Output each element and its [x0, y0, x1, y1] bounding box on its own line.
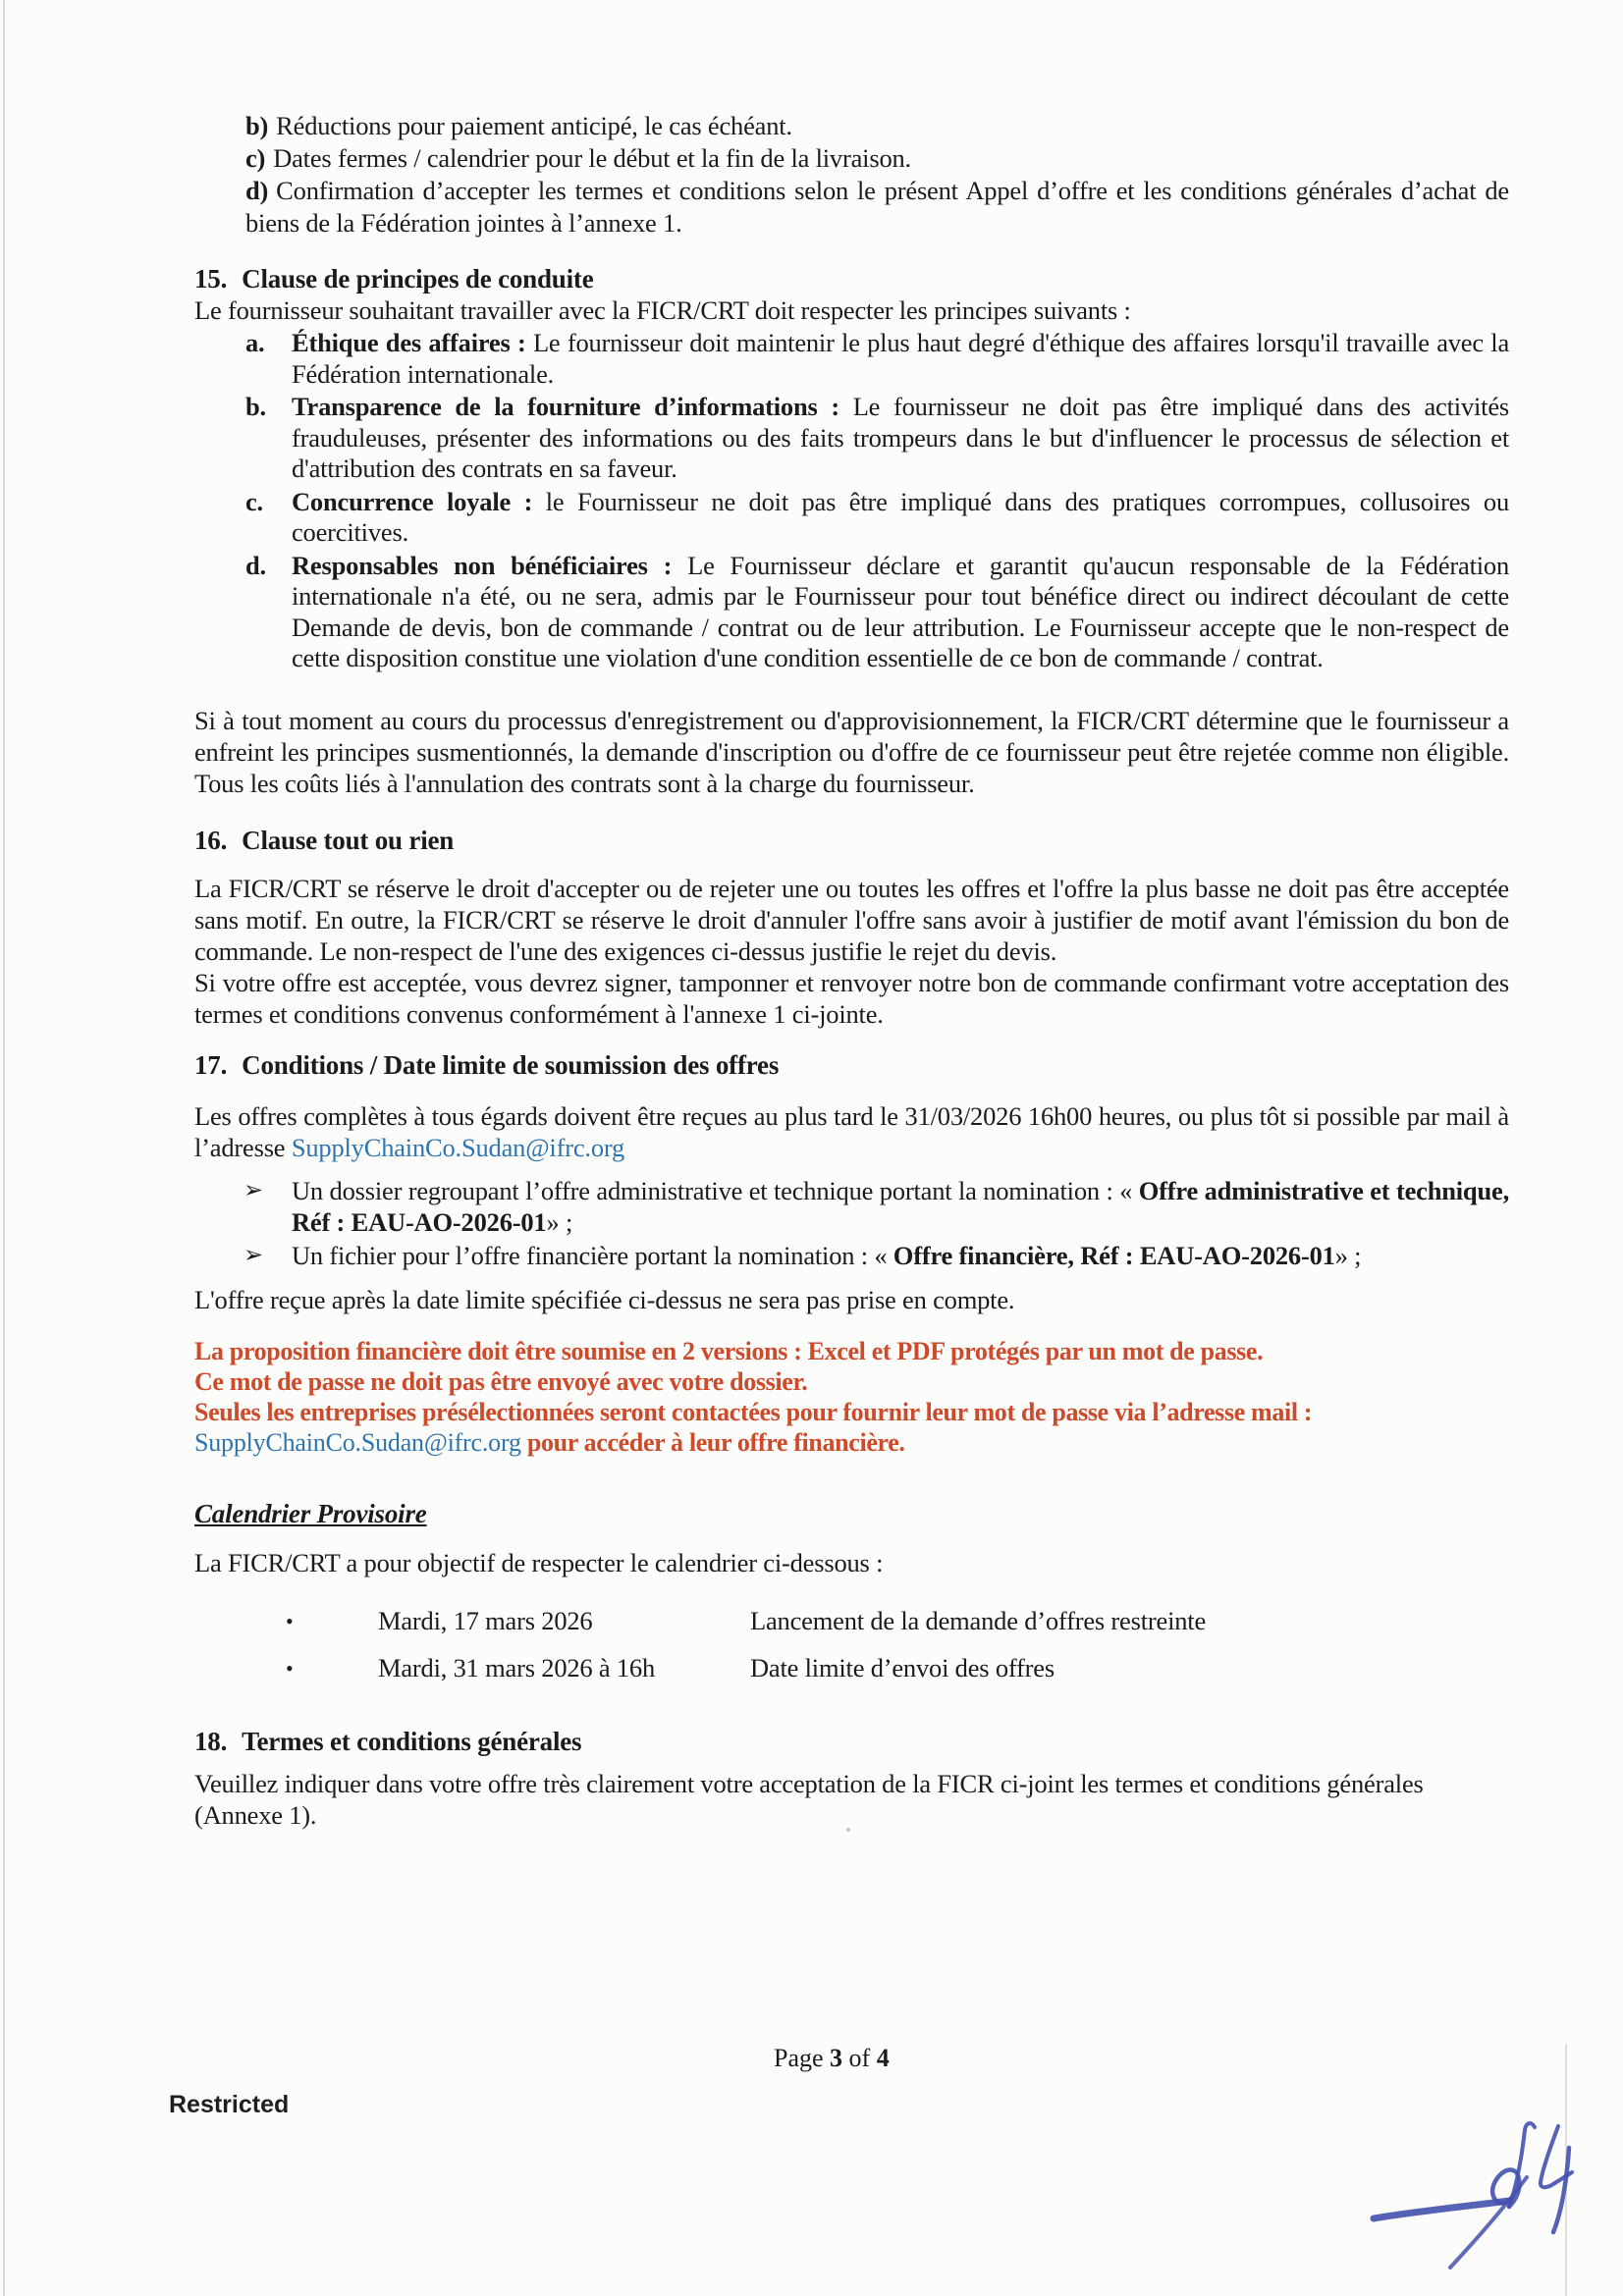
list-marker: a.: [245, 328, 265, 357]
calendar-rows: [194, 1605, 1509, 1684]
password-note-line-3: Seules les entreprises présélectionnées seront contactées pour fournir leur mot de passe via l’adresse mail :: [194, 1397, 1313, 1426]
transparency-item: [194, 392, 1509, 485]
section-16-heading: [194, 825, 1509, 856]
section-18-heading: [194, 1726, 1509, 1757]
section-15-heading: [194, 263, 1509, 294]
offer-bullet-ref: Offre financière, Réf : EAU-AO-2026-01: [893, 1240, 1335, 1270]
list-marker: d): [245, 176, 269, 205]
fair-competition-item: [194, 487, 1509, 549]
heading-number: 16.: [194, 825, 228, 855]
offer-bullet-text: Un dossier regroupant l’offre administrative et technique portant la nomination : «: [292, 1175, 1139, 1205]
heading-number: 18.: [194, 1726, 228, 1756]
password-note-line-2: Ce mot de passe ne doit pas être envoyé avec votre dossier.: [194, 1366, 808, 1396]
principle-term: Éthique des affaires :: [292, 328, 526, 357]
late-offer-note: L'offre reçue après la date limite spécifiée ci-dessus ne sera pas prise en compte.: [194, 1284, 1015, 1314]
page-total-value: 4: [876, 2044, 890, 2072]
page-word: Page: [774, 2044, 831, 2072]
arrow-bullet-icon: ➢: [243, 1242, 263, 1268]
offer-bullet-tail: » ;: [546, 1206, 573, 1237]
all-or-nothing-paragraph-1: La FICR/CRT se réserve le droit d'accepter ou de rejeter une ou toutes les offres et l'offre la plus basse ne doit pas être acceptée sans motif. En outre, la FICR/CRT se réserve le droit d'annuler l'offre sans avoir à justifier de motif avant l'émission du bon de commande. Le non-respect de l'une des exigences ci-dessus justifie le rejet du devis.: [194, 873, 1509, 966]
list-marker: d.: [245, 550, 266, 580]
calendar-date: Mardi, 17 mars 2026: [378, 1605, 593, 1635]
offer-bullet-text: Un fichier pour l’offre financière portant la nomination : «: [292, 1240, 893, 1270]
conduct-principles-list: [194, 328, 1509, 674]
list-item-text: Confirmation d’accepter les termes et conditions selon le présent Appel d’offre et les conditions générales d’achat de biens de la Fédération jointes à l’annexe 1.: [245, 176, 1509, 238]
principle-term: Concurrence loyale :: [292, 486, 533, 516]
list-item-text: Dates fermes / calendrier pour le début et la fin de la livraison.: [273, 143, 911, 173]
list-item-c: [245, 142, 1509, 175]
supply-chain-email-link-2[interactable]: SupplyChainCo.Sudan@ifrc.org: [194, 1427, 521, 1457]
scan-edge-line-left: [3, 0, 5, 2296]
principle-text: Le fournisseur doit maintenir le plus haut degré d'éthique des affaires lorsqu'il travaille avec la Fédération internationale.: [292, 328, 1510, 389]
calendar-event: Lancement de la demande d’offres restreinte: [750, 1605, 1207, 1635]
list-marker: b.: [245, 392, 266, 421]
page-number-value: 3: [830, 2044, 843, 2072]
calendar-intro: La FICR/CRT a pour objectif de respecter le calendrier ci-dessous :: [194, 1547, 884, 1577]
calendar-row: [194, 1605, 1509, 1637]
calendar-row: [194, 1652, 1509, 1684]
offer-bullet-tail: » ;: [1334, 1240, 1362, 1270]
password-note-line-1: La proposition financière doit être soumise en 2 versions : Excel et PDF protégés par un mot de passe.: [194, 1336, 1264, 1365]
conduct-intro: Le fournisseur souhaitant travailler avec la FICR/CRT doit respecter les principes suivants :: [194, 295, 1131, 325]
list-item-d: [245, 175, 1509, 240]
list-item-text: Réductions pour paiement anticipé, le cas échéant.: [276, 111, 792, 140]
heading-text: Termes et conditions générales: [242, 1726, 582, 1756]
arrow-bullet-icon: ➢: [243, 1177, 263, 1203]
offer-bullet-financial: [194, 1240, 1509, 1271]
intro-list: [245, 110, 1509, 240]
page-number: [774, 2044, 890, 2073]
offer-bullet-ref: Offre administrative et technique, Réf : EAU-AO-2026-01: [292, 1175, 1509, 1237]
terms-paragraph: Veuillez indiquer dans votre offre très clairement votre acceptation de la FICR ci-joint les termes et conditions générales (Annexe 1).: [194, 1768, 1424, 1830]
all-or-nothing-paragraph-2: Si votre offre est acceptée, vous devrez signer, tamponner et renvoyer notre bon de commande confirmant votre acceptation des termes et conditions convenus conformément à l'annexe 1 ci-jointe.: [194, 967, 1509, 1029]
password-note: [194, 1336, 1509, 1458]
calendar-title: Calendrier Provisoire: [194, 1498, 427, 1528]
bullet-icon: •: [286, 1608, 294, 1633]
heading-number: 17.: [194, 1049, 228, 1080]
list-marker: c.: [245, 486, 263, 516]
bullet-icon: •: [286, 1655, 294, 1681]
submission-text: Les offres complètes à tous égards doivent être reçues au plus tard le 31/03/2026 16h00 heures, ou plus tôt si possible par mail à l’adresse: [194, 1100, 1509, 1162]
non-beneficiaries-item: [194, 551, 1509, 674]
of-word: of: [842, 2044, 877, 2072]
principle-text: Le Fournisseur déclare et garantit qu'aucun responsable de la Fédération internationale n'a été, ou ne sera, admis par le Fournisseur pour tout bénéfice direct ou indirect découlant de cette Demande de devis, bon de commande / contrat ou de leur attribution. Le Fournisseur accepte que le non-respect de cette disposition constitue une violation d'une condition essentielle de ce bon de commande / contrat.: [292, 550, 1510, 672]
password-note-line-4-text: pour accéder à leur offre financière.: [520, 1427, 905, 1457]
signature: [1360, 2091, 1615, 2292]
offer-files-list: [194, 1175, 1509, 1271]
list-marker: c): [245, 143, 266, 173]
restricted-label: Restricted: [169, 2091, 290, 2118]
heading-number: 15.: [194, 264, 228, 294]
principle-text: Le fournisseur ne doit pas être impliqué dans des activités frauduleuses, présenter des informations ou des faits trompeurs dans le but d'influencer le processus de sélection et d'attribution des contrats en sa faveur.: [292, 392, 1509, 483]
supply-chain-email-link[interactable]: SupplyChainCo.Sudan@ifrc.org: [291, 1132, 625, 1162]
calendar-date: Mardi, 31 mars 2026 à 16h: [378, 1652, 656, 1682]
principle-term: Responsables non bénéficiaires :: [292, 550, 673, 580]
heading-text: Clause tout ou rien: [242, 825, 455, 855]
heading-text: Conditions / Date limite de soumission des offres: [242, 1049, 780, 1080]
calendar-event: Date limite d’envoi des offres: [750, 1652, 1055, 1682]
list-marker: b): [245, 111, 269, 140]
violation-paragraph: Si à tout moment au cours du processus d'enregistrement ou d'approvisionnement, la FICR/CRT détermine que le fournisseur a enfreint les principes susmentionnés, la demande d'inscription ou d'offre de ce fournisseur peut être rejetée comme non éligible. Tous les coûts liés à l'annulation des contrats sont à la charge du fournisseur.: [194, 705, 1509, 798]
offer-bullet-admin-technical: [194, 1175, 1509, 1238]
submission-paragraph: [194, 1100, 1509, 1163]
ethics-item: [194, 328, 1509, 390]
section-17-heading: [194, 1049, 1509, 1081]
heading-text: Clause de principes de conduite: [242, 264, 594, 294]
password-note-line-4: [194, 1427, 1509, 1458]
principle-term: Transparence de la fourniture d’informations :: [292, 392, 839, 421]
list-item-b: [245, 110, 1509, 142]
principle-text: le Fournisseur ne doit pas être impliqué dans des pratiques corrompues, collusoires ou coercitives.: [292, 486, 1509, 547]
scan-speck: [846, 1828, 850, 1832]
